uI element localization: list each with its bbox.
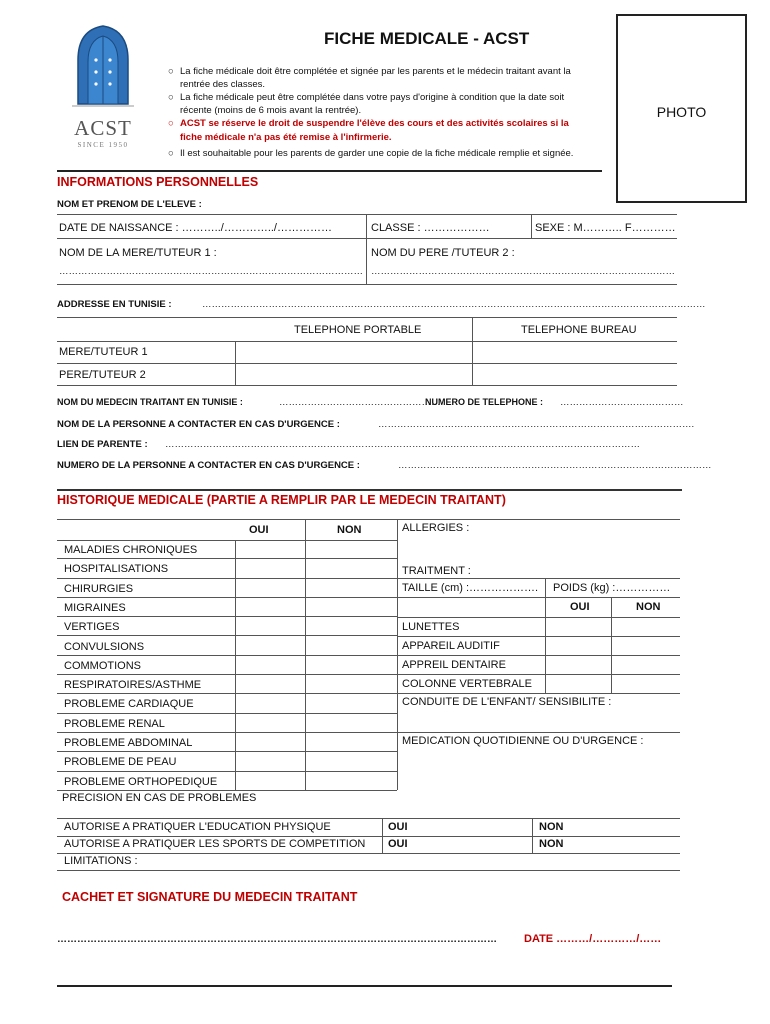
mother-name-label: NOM DE LA MERE/TUTEUR 1 :: [59, 247, 217, 259]
bullet-4: Il est souhaitable pour les parents de garder une copie de la fiche médicale remplie et signée.: [180, 148, 574, 159]
condition-non-cell[interactable]: [306, 579, 397, 598]
condition-non-cell[interactable]: [306, 617, 397, 636]
emergency-number-label: NUMERO DE LA PERSONNE A CONTACTER EN CAS D'URGENCE :: [57, 460, 360, 471]
condition-row: [57, 540, 397, 559]
doctor-phone-label: NUMERO DE TELEPHONE :: [425, 397, 544, 407]
doctor-label: NOM DU MEDECIN TRAITANT EN TUNISIE :: [57, 397, 243, 407]
bullet-1b: rentrée des classes.: [180, 79, 266, 90]
condition-row: [57, 656, 397, 675]
condition-label: CHIRURGIES: [64, 582, 134, 595]
logo-text: ACST: [74, 116, 132, 140]
page-title: FICHE MEDICALE - ACST: [324, 29, 530, 48]
signature-heading: CACHET ET SIGNATURE DU MEDECIN TRAITANT: [62, 890, 358, 904]
personal-heading: INFORMATIONS PERSONNELLES: [57, 175, 259, 189]
pe-label: AUTORISE A PRATIQUER L'EDUCATION PHYSIQUE: [64, 821, 331, 833]
condition-non-cell[interactable]: [306, 637, 397, 656]
row-father: PERE/TUTEUR 2: [59, 369, 146, 381]
medication-label: MEDICATION QUOTIDIENNE OU D'URGENCE :: [402, 735, 644, 747]
condition-oui-cell[interactable]: [236, 637, 305, 656]
mother-mobile-cell[interactable]: [236, 342, 472, 363]
right-item-label: APPAREIL AUDITIF: [402, 640, 500, 652]
condition-non-cell[interactable]: [306, 540, 397, 559]
bullet-2b: récente (moins de 6 mois avant la rentrée).: [180, 105, 362, 116]
emergency-name-dots[interactable]: ……………………………………………………………………………………….: [378, 419, 695, 430]
condition-row: [57, 752, 397, 771]
condition-row: [57, 559, 397, 578]
mother-office-cell[interactable]: [473, 342, 677, 363]
student-name-label: NOM ET PRENOM DE L'ELEVE :: [57, 199, 202, 210]
precision-label: PRECISION EN CAS DE PROBLEMES: [62, 792, 257, 804]
condition-label: PROBLEME ORTHOPEDIQUE: [64, 775, 218, 788]
medical-heading: [57, 493, 506, 507]
condition-label: PROBLEME DE PEAU: [64, 756, 177, 769]
condition-label: CONVULSIONS: [64, 640, 145, 653]
father-office-cell[interactable]: [473, 364, 677, 385]
logo-since: SINCE 1950: [77, 141, 129, 149]
condition-label: PROBLEME CARDIAQUE: [64, 698, 194, 711]
signature-dots[interactable]: ……………………………………………………………………………………………………………………: [57, 934, 497, 945]
condition-label: COMMOTIONS: [64, 659, 141, 672]
door-emblem-icon: [68, 22, 138, 112]
behaviour-label: CONDUITE DE L'ENFANT/ SENSIBILITE :: [402, 696, 612, 708]
condition-row: [57, 617, 397, 636]
medical-heading-note: (PARTIE A REMPLIR PAR LE MEDECIN TRAITANT): [206, 493, 506, 507]
condition-row: [57, 714, 397, 733]
acst-logo: [68, 22, 138, 152]
address-dots[interactable]: ……………………………………………………………………………………………………………………………………………: [202, 299, 706, 310]
condition-oui-cell[interactable]: [236, 714, 305, 733]
bullet-3: ACST se réserve le droit de suspendre l'élève des cours et des activités scolaires si la: [180, 118, 569, 129]
condition-non-cell[interactable]: [306, 733, 397, 752]
condition-oui-cell[interactable]: [236, 733, 305, 752]
condition-row: [57, 579, 397, 598]
col-mobile: TELEPHONE PORTABLE: [294, 324, 422, 336]
condition-non-cell[interactable]: [306, 714, 397, 733]
condition-label: PROBLEME ABDOMINAL: [64, 737, 193, 749]
father-name-label: NOM DU PERE /TUTEUR 2 :: [371, 247, 515, 259]
relation-label: LIEN DE PARENTE :: [57, 439, 148, 450]
condition-oui-cell[interactable]: [236, 598, 305, 617]
pe-oui[interactable]: OUI: [388, 821, 408, 833]
col-office: TELEPHONE BUREAU: [521, 324, 637, 336]
doctor-phone-dots[interactable]: …………………………………: [560, 397, 684, 408]
condition-row: [57, 637, 397, 656]
row-mother: MERE/TUTEUR 1: [59, 346, 148, 358]
condition-label: PROBLEME RENAL: [64, 717, 165, 730]
condition-row: [57, 694, 397, 713]
signature-date[interactable]: DATE ………/…………/……: [524, 933, 662, 945]
condition-row: [57, 598, 397, 617]
limitations-label: LIMITATIONS :: [64, 855, 138, 867]
weight-field[interactable]: POIDS (kg) :……………: [553, 582, 671, 594]
right-item-label: LUNETTES: [402, 621, 460, 633]
condition-non-cell[interactable]: [306, 772, 397, 791]
medical-heading-main: HISTORIQUE MEDICALE: [57, 493, 204, 507]
address-label: ADDRESSE EN TUNISIE :: [57, 299, 172, 310]
condition-label: MIGRAINES: [64, 601, 126, 614]
condition-non-cell[interactable]: [306, 675, 397, 694]
sports-non[interactable]: NON: [539, 838, 564, 850]
emergency-number-dots[interactable]: ………………………………………………………………………………………: [398, 460, 712, 471]
condition-non-cell[interactable]: [306, 559, 397, 578]
father-mobile-cell[interactable]: [236, 364, 472, 385]
condition-label: VERTIGES: [64, 621, 120, 634]
condition-non-cell[interactable]: [306, 752, 397, 771]
treatment-label: TRAITMENT :: [402, 565, 471, 577]
condition-oui-cell[interactable]: [236, 772, 305, 791]
col-oui: OUI: [249, 524, 269, 536]
condition-oui-cell[interactable]: [236, 617, 305, 636]
relation-dots[interactable]: ……………………………………………………………………………………………………………………………………: [165, 439, 640, 450]
condition-row: [57, 733, 397, 752]
allergies-label: ALLERGIES :: [402, 522, 470, 534]
sports-oui[interactable]: OUI: [388, 838, 408, 850]
photo-label: PHOTO: [656, 104, 707, 120]
condition-oui-cell[interactable]: [236, 540, 305, 559]
photo-box: [616, 14, 747, 203]
condition-non-cell[interactable]: [306, 694, 397, 713]
emergency-name-label: NOM DE LA PERSONNE A CONTACTER EN CAS D'URGENCE :: [57, 419, 340, 430]
condition-row: [57, 675, 397, 694]
doctor-dots[interactable]: ……………………………………………: [279, 397, 441, 408]
bullet-2: La fiche médicale peut être complétée dans votre pays d'origine à condition que la date soit: [180, 92, 565, 103]
condition-oui-cell[interactable]: [236, 675, 305, 694]
dob-field[interactable]: DATE DE NAISSANCE : ………../…………../……………: [59, 222, 332, 234]
condition-non-cell[interactable]: [306, 656, 397, 675]
condition-oui-cell[interactable]: [236, 579, 305, 598]
mother-name-dots[interactable]: ……………………………………………………………………………………: [59, 266, 363, 277]
right-item-label: APPREIL DENTAIRE: [402, 659, 506, 671]
class-field[interactable]: CLASSE : ………………: [371, 222, 490, 234]
conditions-table: [57, 540, 397, 790]
sports-label: AUTORISE A PRATIQUER LES SPORTS DE COMPETITION: [64, 838, 366, 850]
bullet-1: La fiche médicale doit être complétée et signée par les parents et le médecin traitant avant la: [180, 66, 571, 77]
bullet-3b: fiche médicale n'a pas été remise à l'infirmerie.: [180, 132, 392, 143]
condition-label: RESPIRATOIRES/ASTHME: [64, 679, 202, 692]
sex-field[interactable]: SEXE : M……….. F…………: [535, 222, 676, 234]
height-field[interactable]: TAILLE (cm) :……………….: [402, 582, 539, 594]
right-col-non: NON: [636, 601, 661, 613]
col-non: NON: [337, 524, 362, 536]
condition-label: MALADIES CHRONIQUES: [64, 544, 198, 556]
condition-oui-cell[interactable]: [236, 559, 305, 578]
condition-oui-cell[interactable]: [236, 694, 305, 713]
condition-non-cell[interactable]: [306, 598, 397, 617]
condition-oui-cell[interactable]: [236, 752, 305, 771]
condition-row: [57, 772, 397, 791]
condition-oui-cell[interactable]: [236, 656, 305, 675]
pe-non[interactable]: NON: [539, 821, 564, 833]
father-name-dots[interactable]: ……………………………………………………………………………………: [371, 266, 675, 277]
right-item-label: COLONNE VERTEBRALE: [402, 678, 533, 690]
right-col-oui: OUI: [570, 601, 590, 613]
condition-label: HOSPITALISATIONS: [64, 563, 169, 576]
